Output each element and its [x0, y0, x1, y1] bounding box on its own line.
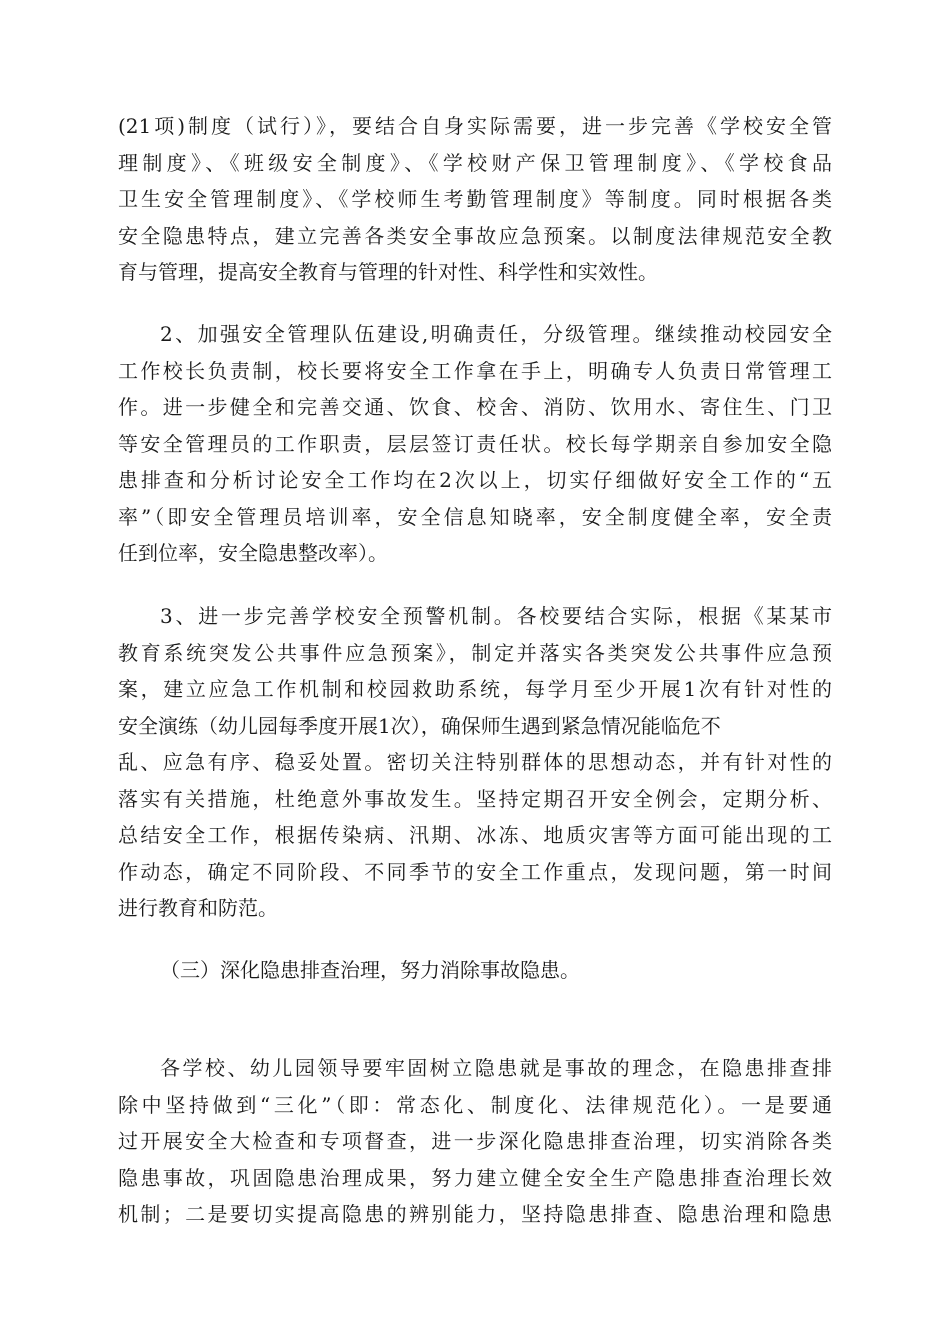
text-line: 作动态，确定不同阶段、不同季节的安全工作重点，发现问题，第一时间	[118, 859, 832, 884]
section-heading-3	[118, 952, 832, 989]
text-line: (21项)制度（试行）》，要结合自身实际需要，进一步完善《学校安全管	[118, 114, 832, 138]
paragraph-policy-continuation	[118, 108, 832, 291]
text-line: 卫生安全管理制度》、《学校师生考勤管理制度》等制度。同时根据各类	[118, 187, 832, 211]
text-line: 教育系统突发公共事件应急预案》，制定并落实各类突发公共事件应急预	[118, 640, 832, 665]
text-line: 案，建立应急工作机制和校园救助系统，每学月至少开展1次有针对性的	[118, 677, 832, 701]
paragraph-hazard-management	[118, 1050, 832, 1233]
text-line: 育与管理，提高安全教育与管理的针对性、科学性和实效性。	[118, 260, 658, 284]
text-line: 安全隐患特点，建立完善各类安全事故应急预案。以制度法律规范安全教	[118, 223, 832, 248]
text-line: 隐患事故，巩固隐患治理成果，努力建立健全安全生产隐患排查治理长效	[118, 1165, 832, 1190]
text-line: 各学校、幼儿园领导要牢固树立隐患就是事故的理念，在隐患排查排	[160, 1056, 832, 1080]
text-line: 过开展安全大检查和专项督查，进一步深化隐患排查治理，切实消除各类	[118, 1129, 832, 1153]
text-line: 除中坚持做到“三化”（即：常态化、制度化、法律规范化）。一是要通	[118, 1092, 832, 1117]
text-line: 机制；二是要切实提高隐患的辨别能力，坚持隐患排查、隐患治理和隐患	[118, 1202, 832, 1226]
text-line: 患排查和分析讨论安全工作均在2次以上，切实仔细做好安全工作的“五	[118, 468, 832, 492]
text-line: 乱、应急有序、稳妥处置。密切关注特别群体的思想动态，并有针对性的	[118, 750, 832, 774]
text-line: 总结安全工作，根据传染病、汛期、冰冻、地质灾害等方面可能出现的工	[118, 823, 832, 847]
text-line: 率”（即安全管理员培训率，安全信息知晓率，安全制度健全率，安全责	[118, 504, 832, 529]
text-line: 任到位率，安全隐患整改率）。	[118, 541, 388, 565]
paragraph-item-3	[118, 598, 832, 927]
text-line: 2、加强安全管理队伍建设,明确责任，分级管理。继续推动校园安全	[160, 322, 832, 346]
text-line: 3、进一步完善学校安全预警机制。各校要结合实际，根据《某某市	[160, 604, 832, 628]
text-line: 进行教育和防范。	[118, 896, 278, 920]
text-line: 安全演练（幼儿园每季度开展1次），确保师生遇到紧急情况能临危不	[118, 713, 721, 738]
section-heading: （三）深化隐患排查治理，努力消除事故隐患。	[160, 958, 580, 982]
text-line: 作。进一步健全和完善交通、饮食、校舍、消防、饮用水、寄住生、门卫	[118, 395, 832, 419]
text-line: 落实有关措施，杜绝意外事故发生。坚持定期召开安全例会，定期分析、	[118, 786, 832, 811]
text-line: 工作校长负责制，校长要将安全工作拿在手上，明确专人负责日常管理工	[118, 358, 832, 383]
paragraph-item-2	[118, 316, 832, 572]
text-line: 等安全管理员的工作职责，层层签订责任状。校长每学期亲自参加安全隐	[118, 431, 832, 456]
text-line: 理制度》、《班级安全制度》、《学校财产保卫管理制度》、《学校食品	[118, 150, 832, 175]
